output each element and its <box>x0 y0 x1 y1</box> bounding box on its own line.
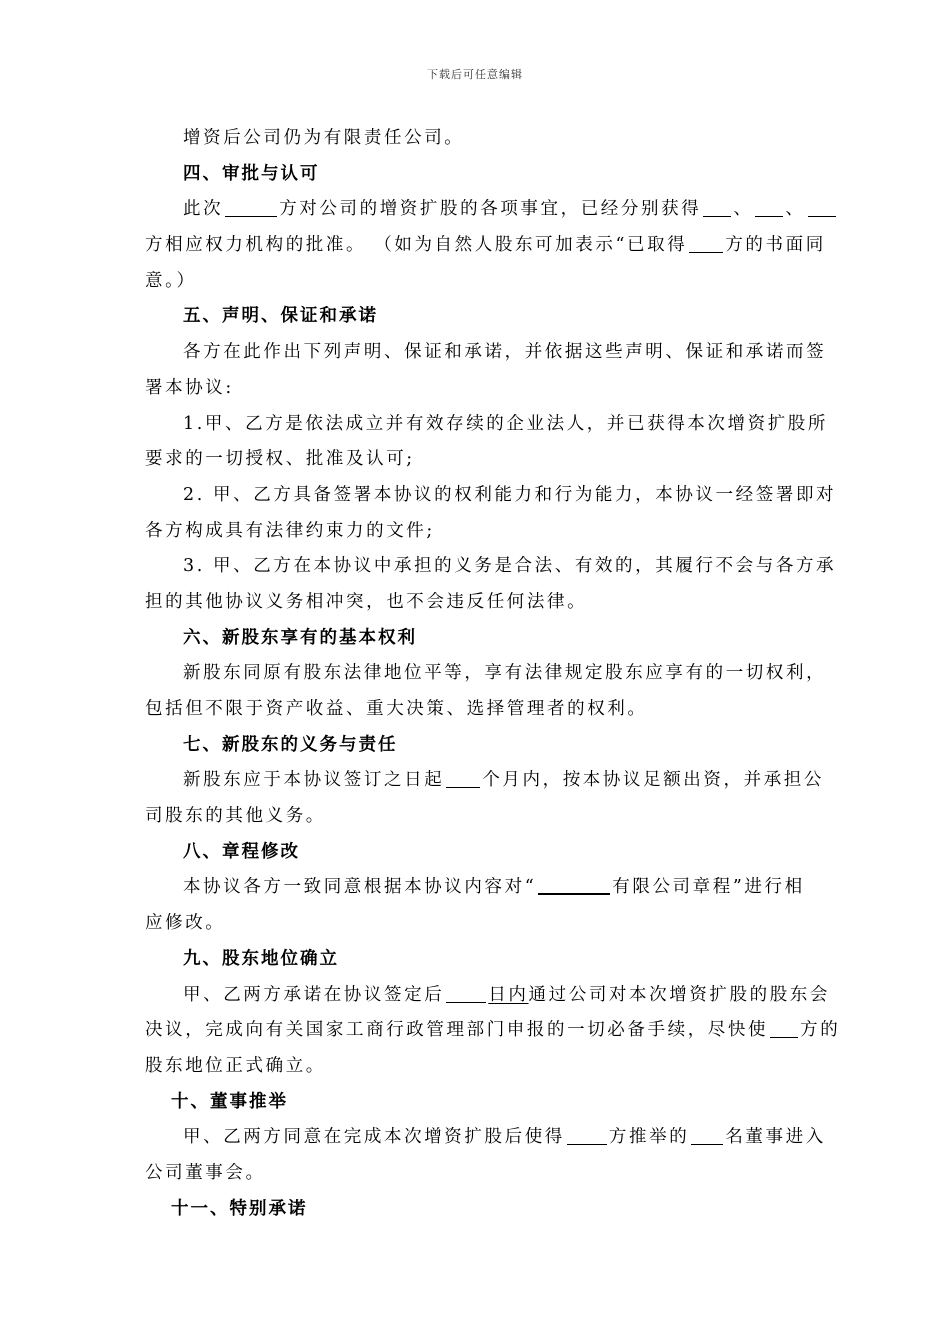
paragraph-line: 方相应权力机构的批准。 （如为自然人股东可加表示“已取得 方的书面同 <box>145 235 826 256</box>
section-heading-7: 七、新股东的义务与责任 <box>183 734 398 755</box>
paragraph-line: 新股东应于本协议签订之日起 个月内，按本协议足额出资，并承担公 <box>183 770 825 791</box>
document-body <box>145 121 841 1227</box>
paragraph-line: 要求的一切授权、批准及认可; <box>145 449 415 470</box>
paragraph-line: 决议，完成向有关国家工商行政管理部门申报的一切必备手续，尽快使 方的 <box>145 1020 841 1041</box>
paragraph-line: 甲、乙两方承诺在协议签定后 日内通过公司对本次增资扩股的股东会 <box>183 984 831 1005</box>
paragraph-line: 3. 甲、乙方在本协议中承担的义务是合法、有效的，其履行不会与各方承 <box>183 556 837 577</box>
fill-blank <box>446 984 486 1003</box>
section-heading-9: 九、股东地位确立 <box>183 948 339 969</box>
fill-blank <box>538 875 610 895</box>
fill-blank <box>567 1126 607 1145</box>
paragraph-line: 署本协议: <box>145 377 234 398</box>
paragraph-line: 本协议各方一致同意根据本协议内容对“ 有限公司章程”进行相 <box>183 877 805 898</box>
fill-blank <box>689 234 723 253</box>
fill-blank <box>770 1019 798 1038</box>
fill-blank <box>691 1126 723 1145</box>
paragraph-line: 司股东的其他义务。 <box>145 806 326 827</box>
paragraph-line: 各方构成具有法律约束力的文件; <box>145 520 435 541</box>
section-heading-5: 五、声明、保证和承诺 <box>183 306 378 327</box>
paragraph-line: 包括但不限于资产收益、重大决策、选择管理者的权利。 <box>145 699 648 719</box>
paragraph-line: 各方在此作出下列声明、保证和承诺，并依据这些声明、保证和承诺而签 <box>183 342 827 363</box>
section-heading-11: 十一、特别承诺 <box>171 1198 308 1219</box>
fill-blank <box>446 769 480 788</box>
paragraph-line: 公司董事会。 <box>145 1162 266 1183</box>
fill-blank <box>755 198 783 217</box>
paragraph-line: 应修改。 <box>145 913 226 934</box>
paragraph-line: 2. 甲、乙方具备签署本协议的权利能力和行为能力，本协议一经签署即对 <box>183 484 837 505</box>
paragraph-line: 意。） <box>145 270 197 291</box>
paragraph-line: 1.甲、乙方是依法成立并有效存续的企业法人，并已获得本次增资扩股所 <box>183 413 828 434</box>
paragraph-line: 此次 方对公司的增资扩股的各项事宜，已经分别获得 、 、 <box>145 192 805 228</box>
section-heading-8: 八、章程修改 <box>183 841 300 862</box>
paragraph-line: 股东地位正式确立。 <box>145 1055 326 1076</box>
paragraph-line: 新股东同原有股东法律地位平等，享有法律规定股东应享有的一切权利， <box>183 663 827 684</box>
page-header: 下载后可任意编辑 <box>427 68 523 81</box>
section-heading-4: 四、审批与认可 <box>183 163 320 184</box>
section-heading-10: 十、董事推举 <box>171 1091 288 1112</box>
section-heading-6: 六、新股东享有的基本权利 <box>183 627 417 648</box>
paragraph-line: 增资后公司仍为有限责任公司。 <box>183 128 465 148</box>
fill-blank <box>225 198 277 217</box>
fill-blank <box>703 198 731 217</box>
paragraph-line: 担的其他协议义务相冲突，也不会违反任何法律。 <box>145 591 588 612</box>
fill-blank <box>808 198 836 217</box>
paragraph-line: 甲、乙两方同意在完成本次增资扩股后使得 方推举的 名董事进入 <box>183 1127 826 1148</box>
